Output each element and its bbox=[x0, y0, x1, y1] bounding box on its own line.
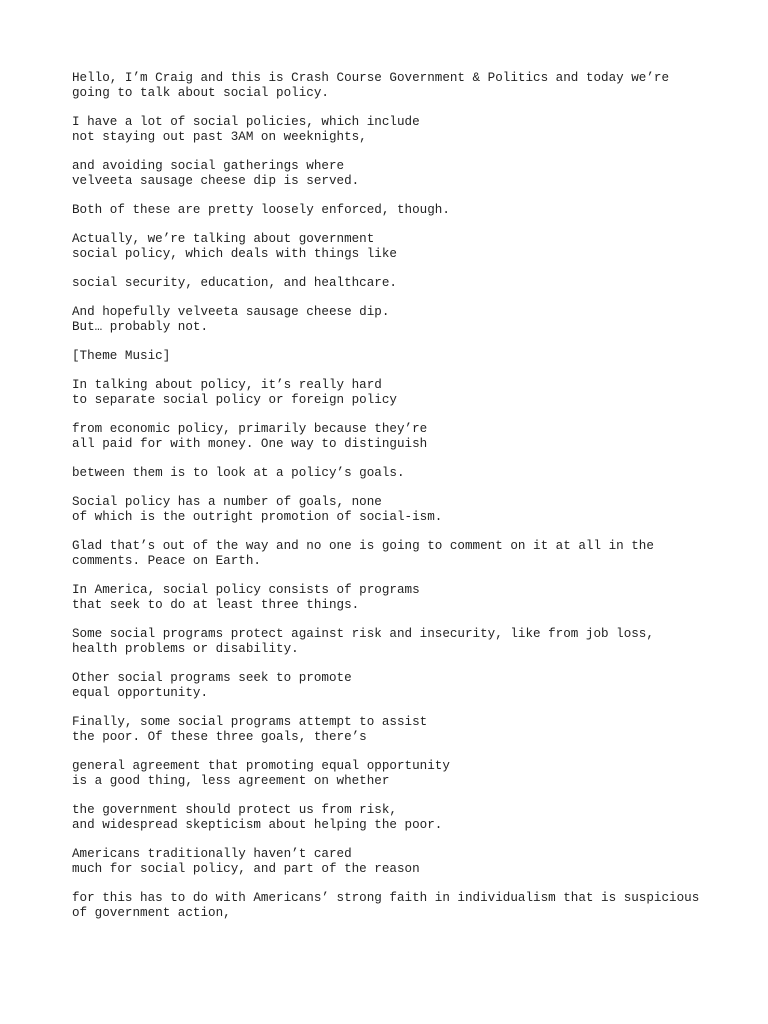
paragraph bbox=[72, 378, 732, 408]
text-line: the poor. Of these three goals, there’s bbox=[72, 730, 367, 744]
paragraph bbox=[72, 115, 732, 145]
text-line: of government action, bbox=[72, 906, 231, 920]
text-line: Glad that’s out of the way and no one is going to comment on it at all in the bbox=[72, 539, 654, 553]
paragraph bbox=[72, 159, 732, 189]
text-line: that seek to do at least three things. bbox=[72, 598, 360, 612]
text-line: of which is the outright promotion of social-ism. bbox=[72, 510, 443, 524]
text-line: and widespread skepticism about helping the poor. bbox=[72, 818, 443, 832]
paragraph bbox=[72, 305, 732, 335]
text-line: and avoiding social gatherings where bbox=[72, 159, 345, 173]
text-line: for this has to do with Americans’ strong faith in individualism that is suspicious bbox=[72, 891, 700, 905]
text-line: equal opportunity. bbox=[72, 686, 209, 700]
text-line: Finally, some social programs attempt to assist bbox=[72, 715, 428, 729]
text-line: to separate social policy or foreign policy bbox=[72, 393, 397, 407]
paragraph bbox=[72, 627, 732, 657]
paragraph bbox=[72, 891, 732, 921]
text-line: Other social programs seek to promote bbox=[72, 671, 352, 685]
text-line: velveeta sausage cheese dip is served. bbox=[72, 174, 360, 188]
paragraph bbox=[72, 349, 732, 364]
text-line: Americans traditionally haven’t cared bbox=[72, 847, 352, 861]
paragraph bbox=[72, 276, 732, 291]
paragraph bbox=[72, 422, 732, 452]
transcript-page bbox=[72, 71, 732, 935]
paragraph bbox=[72, 539, 732, 569]
text-line: [Theme Music] bbox=[72, 349, 171, 363]
text-line: the government should protect us from risk, bbox=[72, 803, 397, 817]
text-line: all paid for with money. One way to distinguish bbox=[72, 437, 428, 451]
text-line: Social policy has a number of goals, none bbox=[72, 495, 382, 509]
paragraph bbox=[72, 847, 732, 877]
text-line: much for social policy, and part of the reason bbox=[72, 862, 420, 876]
text-line: But… probably not. bbox=[72, 320, 209, 334]
paragraph bbox=[72, 671, 732, 701]
paragraph bbox=[72, 583, 732, 613]
paragraph bbox=[72, 71, 732, 101]
paragraph bbox=[72, 803, 732, 833]
paragraph bbox=[72, 715, 732, 745]
text-line: comments. Peace on Earth. bbox=[72, 554, 261, 568]
paragraph bbox=[72, 466, 732, 481]
text-line: from economic policy, primarily because they’re bbox=[72, 422, 428, 436]
text-line: health problems or disability. bbox=[72, 642, 299, 656]
text-line: Hello, I’m Craig and this is Crash Course Government & Politics and today we’re bbox=[72, 71, 670, 85]
text-line: social security, education, and healthcare. bbox=[72, 276, 397, 290]
text-line: general agreement that promoting equal opportunity bbox=[72, 759, 450, 773]
text-line: In talking about policy, it’s really hard bbox=[72, 378, 382, 392]
paragraph bbox=[72, 203, 732, 218]
text-line: Actually, we’re talking about government bbox=[72, 232, 375, 246]
paragraph bbox=[72, 495, 732, 525]
text-line: going to talk about social policy. bbox=[72, 86, 329, 100]
text-line: Both of these are pretty loosely enforced, though. bbox=[72, 203, 450, 217]
text-line: between them is to look at a policy’s goals. bbox=[72, 466, 405, 480]
text-line: Some social programs protect against risk and insecurity, like from job loss, bbox=[72, 627, 654, 641]
paragraph bbox=[72, 759, 732, 789]
text-line: And hopefully velveeta sausage cheese dip. bbox=[72, 305, 390, 319]
text-line: In America, social policy consists of programs bbox=[72, 583, 420, 597]
text-line: social policy, which deals with things like bbox=[72, 247, 397, 261]
text-line: not staying out past 3AM on weeknights, bbox=[72, 130, 367, 144]
paragraph bbox=[72, 232, 732, 262]
text-line: I have a lot of social policies, which include bbox=[72, 115, 420, 129]
text-line: is a good thing, less agreement on whether bbox=[72, 774, 390, 788]
